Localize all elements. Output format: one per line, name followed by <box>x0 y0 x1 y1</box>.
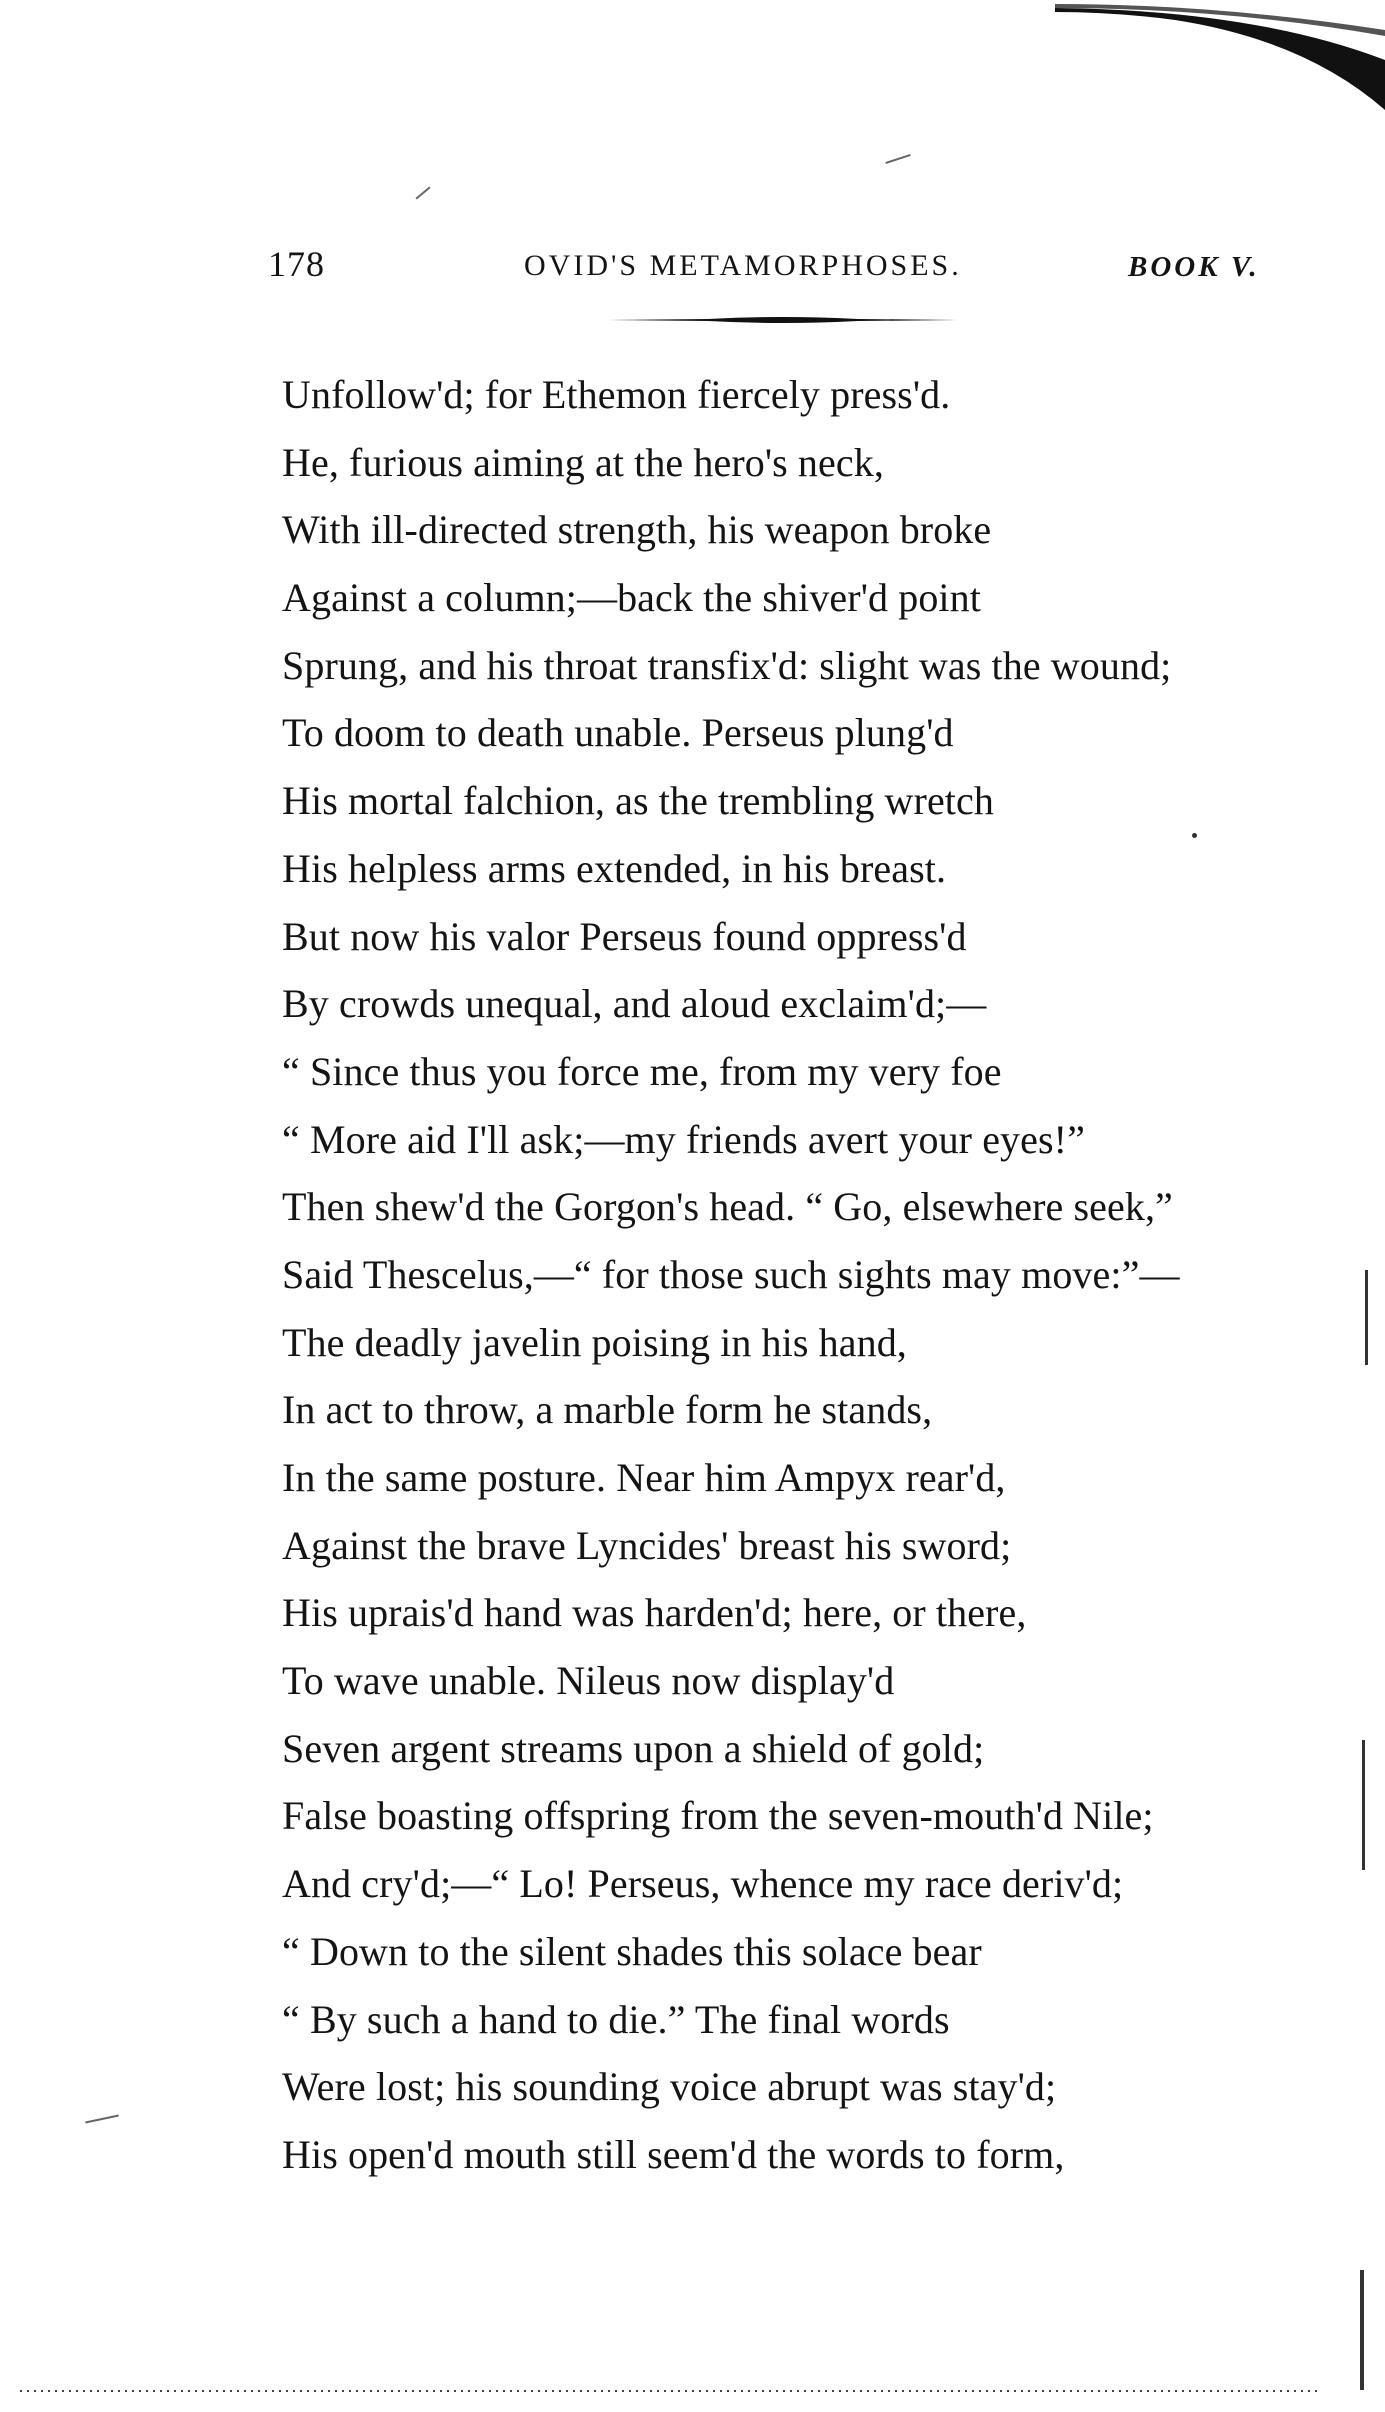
scan-mark <box>885 154 910 164</box>
verse-line: In act to throw, a marble form he stands, <box>282 1387 933 1433</box>
verse-line: And cry'd;—“ Lo! Perseus, whence my race deriv'd; <box>282 1861 1124 1907</box>
verse-line: Then shew'd the Gorgon's head. “ Go, elsewhere seek,” <box>282 1184 1173 1230</box>
verse-line: In the same posture. Near him Ampyx rear'd, <box>282 1455 1006 1500</box>
verse-line: Seven argent streams upon a shield of gold; <box>282 1725 985 1771</box>
page-corner-fold <box>1055 0 1385 110</box>
verse-line: His mortal falchion, as the trembling wretch <box>282 778 994 824</box>
verse-line: “ More aid I'll ask;—my friends avert your eyes!” <box>282 1116 1085 1162</box>
scan-mark <box>1192 833 1197 838</box>
verse-line: With ill-directed strength, his weapon broke <box>282 507 992 553</box>
book-label: BOOK V. <box>1128 251 1260 283</box>
verse-line: But now his valor Perseus found oppress'd <box>282 913 967 959</box>
verse-line: False boasting offspring from the seven-mouth'd Nile; <box>282 1793 1154 1839</box>
scan-mark <box>415 186 430 199</box>
scan-mark <box>1362 1740 1365 1870</box>
verse-line: The deadly javelin poising in his hand, <box>282 1319 907 1365</box>
page-number: 178 <box>268 244 325 284</box>
verse-line: His uprais'd hand was harden'd; here, or there, <box>282 1590 1027 1636</box>
verse-line: His helpless arms extended, in his breast. <box>282 845 947 891</box>
verse-line: “ Down to the silent shades this solace bear <box>282 1928 982 1974</box>
verse-line: “ By such a hand to die.” The final words <box>282 1996 950 2042</box>
scan-mark <box>1360 2270 1364 2390</box>
running-title: OVID'S METAMORPHOSES. <box>524 249 962 282</box>
scan-mark <box>85 2114 119 2123</box>
verse-line: Unfollow'd; for Ethemon fiercely press'd. <box>282 372 951 417</box>
verse-line: His open'd mouth still seem'd the words to form, <box>282 2131 1065 2177</box>
header-rule <box>608 315 958 325</box>
verse-line: Were lost; his sounding voice abrupt was stay'd; <box>282 2064 1057 2110</box>
verse-line: Against the brave Lyncides' breast his sword; <box>282 1522 1012 1568</box>
verse-line: “ Since thus you force me, from my very foe <box>282 1048 1002 1094</box>
verse-line: Sprung, and his throat transfix'd: slight was the wound; <box>282 642 1172 688</box>
verse-line: He, furious aiming at the hero's neck, <box>282 439 884 485</box>
verse-line: To doom to death unable. Perseus plung'd <box>282 710 954 756</box>
scan-mark <box>1365 1270 1368 1365</box>
running-header <box>0 243 1385 293</box>
verse-line: Said Thescelus,—“ for those such sights may move:”— <box>282 1251 1180 1297</box>
verse-line: To wave unable. Nileus now display'd <box>282 1658 895 1704</box>
verse-line: Against a column;—back the shiver'd point <box>282 575 981 621</box>
verse-line: By crowds unequal, and aloud exclaim'd;— <box>282 981 987 1027</box>
verse-block <box>282 370 1302 2198</box>
page-bottom-edge <box>20 2388 1320 2394</box>
